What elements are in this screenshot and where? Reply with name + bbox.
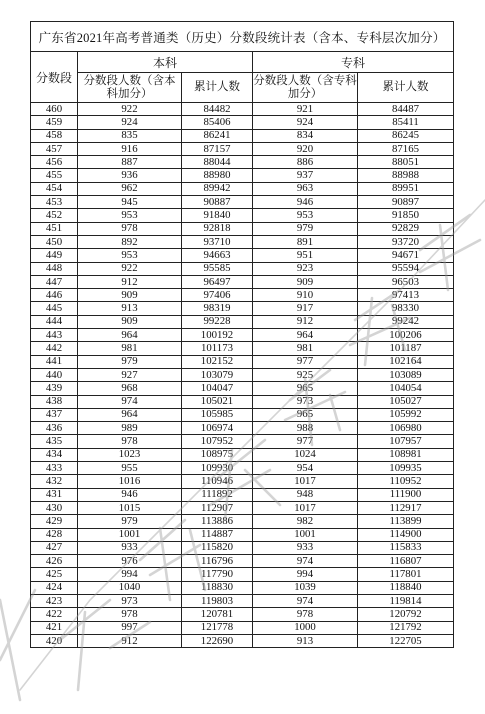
table-row	[31, 315, 454, 328]
benke-cumulative-cell: 92818	[182, 222, 253, 235]
zhuanke-cumulative-header: 累计人数	[358, 73, 454, 103]
score-cell: 425	[31, 568, 78, 581]
zhuanke-count-cell: 886	[253, 156, 358, 169]
table-row	[31, 116, 454, 129]
benke-cumulative-cell: 103079	[182, 368, 253, 381]
benke-group-header: 本科	[78, 52, 253, 73]
zhuanke-cumulative-cell: 91850	[358, 209, 454, 222]
zhuanke-count-cell: 978	[253, 608, 358, 621]
score-cell: 451	[31, 222, 78, 235]
score-cell: 423	[31, 594, 78, 607]
table-row	[31, 182, 454, 195]
zhuanke-cumulative-cell: 86245	[358, 129, 454, 142]
score-cell: 457	[31, 142, 78, 155]
table-row	[31, 196, 454, 209]
benke-cumulative-cell: 111892	[182, 488, 253, 501]
benke-cumulative-cell: 120781	[182, 608, 253, 621]
benke-cumulative-cell: 86241	[182, 129, 253, 142]
benke-count-cell: 922	[78, 262, 182, 275]
benke-count-cell: 913	[78, 302, 182, 315]
benke-cumulative-cell: 108975	[182, 448, 253, 461]
table-header	[31, 22, 454, 103]
benke-count-cell: 997	[78, 621, 182, 634]
zhuanke-cumulative-cell: 94671	[358, 249, 454, 262]
score-cell: 442	[31, 342, 78, 355]
zhuanke-cumulative-cell: 104054	[358, 382, 454, 395]
zhuanke-cumulative-cell: 90897	[358, 196, 454, 209]
benke-count-cell: 909	[78, 315, 182, 328]
zhuanke-cumulative-cell: 122705	[358, 634, 454, 647]
benke-count-cell: 953	[78, 209, 182, 222]
zhuanke-count-cell: 925	[253, 368, 358, 381]
table-title: 广东省2021年高考普通类（历史）分数段统计表（含本、专科层次加分）	[31, 22, 454, 52]
zhuanke-count-cell: 933	[253, 541, 358, 554]
zhuanke-count-cell: 974	[253, 594, 358, 607]
benke-cumulative-cell: 117790	[182, 568, 253, 581]
table-row	[31, 422, 454, 435]
zhuanke-count-cell: 988	[253, 422, 358, 435]
score-cell: 460	[31, 103, 78, 116]
benke-count-cell: 1040	[78, 581, 182, 594]
benke-cumulative-cell: 107952	[182, 435, 253, 448]
score-cell: 449	[31, 249, 78, 262]
benke-cumulative-cell: 85406	[182, 116, 253, 129]
score-cell: 433	[31, 462, 78, 475]
benke-count-cell: 981	[78, 342, 182, 355]
benke-cumulative-cell: 96497	[182, 275, 253, 288]
score-cell: 424	[31, 581, 78, 594]
benke-count-cell: 909	[78, 289, 182, 302]
benke-count-cell: 887	[78, 156, 182, 169]
table-row	[31, 368, 454, 381]
score-cell: 430	[31, 501, 78, 514]
zhuanke-cumulative-cell: 120792	[358, 608, 454, 621]
table-row	[31, 302, 454, 315]
benke-count-cell: 835	[78, 129, 182, 142]
benke-cumulative-cell: 88980	[182, 169, 253, 182]
zhuanke-cumulative-cell: 93720	[358, 235, 454, 248]
zhuanke-cumulative-cell: 97413	[358, 289, 454, 302]
table-row	[31, 289, 454, 302]
benke-cumulative-cell: 119803	[182, 594, 253, 607]
benke-count-cell: 955	[78, 462, 182, 475]
table-row	[31, 103, 454, 116]
zhuanke-group-header: 专科	[253, 52, 454, 73]
zhuanke-cumulative-cell: 110952	[358, 475, 454, 488]
score-cell: 431	[31, 488, 78, 501]
table-row	[31, 515, 454, 528]
benke-cumulative-cell: 122690	[182, 634, 253, 647]
score-cell: 456	[31, 156, 78, 169]
score-cell: 446	[31, 289, 78, 302]
benke-count-cell: 1016	[78, 475, 182, 488]
table-row	[31, 555, 454, 568]
zhuanke-count-cell: 994	[253, 568, 358, 581]
zhuanke-cumulative-cell: 113899	[358, 515, 454, 528]
table-row	[31, 249, 454, 262]
score-distribution-sheet	[30, 21, 453, 648]
benke-count-cell: 1015	[78, 501, 182, 514]
benke-cumulative-cell: 91840	[182, 209, 253, 222]
benke-cumulative-header: 累计人数	[182, 73, 253, 103]
zhuanke-cumulative-cell: 109935	[358, 462, 454, 475]
benke-cumulative-cell: 114887	[182, 528, 253, 541]
zhuanke-count-cell: 946	[253, 196, 358, 209]
score-cell: 429	[31, 515, 78, 528]
score-cell: 434	[31, 448, 78, 461]
benke-cumulative-cell: 102152	[182, 355, 253, 368]
benke-count-cell: 978	[78, 435, 182, 448]
score-cell: 454	[31, 182, 78, 195]
score-cell: 443	[31, 329, 78, 342]
table-row	[31, 528, 454, 541]
zhuanke-cumulative-cell: 89951	[358, 182, 454, 195]
table-row	[31, 594, 454, 607]
score-cell: 444	[31, 315, 78, 328]
zhuanke-count-cell: 1024	[253, 448, 358, 461]
benke-count-cell: 962	[78, 182, 182, 195]
zhuanke-count-cell: 834	[253, 129, 358, 142]
table-row	[31, 488, 454, 501]
table-row	[31, 462, 454, 475]
score-cell: 422	[31, 608, 78, 621]
table-row	[31, 329, 454, 342]
benke-cumulative-cell: 116796	[182, 555, 253, 568]
zhuanke-cumulative-cell: 88988	[358, 169, 454, 182]
table-row	[31, 501, 454, 514]
score-cell: 440	[31, 368, 78, 381]
table-row	[31, 581, 454, 594]
table-row	[31, 342, 454, 355]
zhuanke-count-cell: 937	[253, 169, 358, 182]
score-cell: 439	[31, 382, 78, 395]
table-row	[31, 608, 454, 621]
score-cell: 448	[31, 262, 78, 275]
zhuanke-count-cell: 964	[253, 329, 358, 342]
score-segment-header: 分数段	[31, 52, 78, 103]
benke-cumulative-cell: 97406	[182, 289, 253, 302]
benke-cumulative-cell: 87157	[182, 142, 253, 155]
zhuanke-count-cell: 917	[253, 302, 358, 315]
zhuanke-count-cell: 1017	[253, 501, 358, 514]
benke-cumulative-cell: 105021	[182, 395, 253, 408]
table-row	[31, 475, 454, 488]
zhuanke-cumulative-cell: 87165	[358, 142, 454, 155]
zhuanke-count-cell: 953	[253, 209, 358, 222]
score-cell: 428	[31, 528, 78, 541]
score-cell: 426	[31, 555, 78, 568]
zhuanke-count-cell: 963	[253, 182, 358, 195]
score-cell: 432	[31, 475, 78, 488]
zhuanke-count-cell: 982	[253, 515, 358, 528]
benke-cumulative-cell: 110946	[182, 475, 253, 488]
zhuanke-cumulative-cell: 116807	[358, 555, 454, 568]
benke-count-cell: 1001	[78, 528, 182, 541]
zhuanke-cumulative-cell: 121792	[358, 621, 454, 634]
table-row	[31, 129, 454, 142]
score-cell: 435	[31, 435, 78, 448]
zhuanke-cumulative-cell: 96503	[358, 275, 454, 288]
score-cell: 455	[31, 169, 78, 182]
benke-count-cell: 976	[78, 555, 182, 568]
benke-count-cell: 892	[78, 235, 182, 248]
zhuanke-count-cell: 981	[253, 342, 358, 355]
zhuanke-count-cell: 912	[253, 315, 358, 328]
benke-count-cell: 964	[78, 329, 182, 342]
zhuanke-count-cell: 921	[253, 103, 358, 116]
zhuanke-cumulative-cell: 92829	[358, 222, 454, 235]
table-row	[31, 568, 454, 581]
benke-count-cell: 927	[78, 368, 182, 381]
benke-count-cell: 968	[78, 382, 182, 395]
benke-cumulative-cell: 121778	[182, 621, 253, 634]
table-row	[31, 634, 454, 647]
benke-count-cell: 946	[78, 488, 182, 501]
benke-count-cell: 945	[78, 196, 182, 209]
zhuanke-count-cell: 920	[253, 142, 358, 155]
table-row	[31, 209, 454, 222]
zhuanke-count-header: 分数段人数（含专科加分）	[253, 73, 358, 103]
table-row	[31, 222, 454, 235]
zhuanke-count-cell: 979	[253, 222, 358, 235]
benke-cumulative-cell: 84482	[182, 103, 253, 116]
score-cell: 420	[31, 634, 78, 647]
zhuanke-count-cell: 1039	[253, 581, 358, 594]
benke-count-cell: 979	[78, 355, 182, 368]
benke-count-cell: 974	[78, 395, 182, 408]
benke-cumulative-cell: 104047	[182, 382, 253, 395]
score-cell: 452	[31, 209, 78, 222]
benke-cumulative-cell: 95585	[182, 262, 253, 275]
score-cell: 437	[31, 408, 78, 421]
zhuanke-count-cell: 910	[253, 289, 358, 302]
zhuanke-count-cell: 951	[253, 249, 358, 262]
table-row	[31, 156, 454, 169]
zhuanke-cumulative-cell: 85411	[358, 116, 454, 129]
zhuanke-cumulative-cell: 95594	[358, 262, 454, 275]
zhuanke-count-cell: 1017	[253, 475, 358, 488]
score-cell: 459	[31, 116, 78, 129]
zhuanke-count-cell: 977	[253, 355, 358, 368]
benke-cumulative-cell: 93710	[182, 235, 253, 248]
table-row	[31, 395, 454, 408]
benke-cumulative-cell: 109930	[182, 462, 253, 475]
zhuanke-count-cell: 1000	[253, 621, 358, 634]
zhuanke-count-cell: 965	[253, 382, 358, 395]
zhuanke-cumulative-cell: 105992	[358, 408, 454, 421]
zhuanke-cumulative-cell: 105027	[358, 395, 454, 408]
benke-count-cell: 922	[78, 103, 182, 116]
benke-count-cell: 916	[78, 142, 182, 155]
benke-count-cell: 994	[78, 568, 182, 581]
zhuanke-cumulative-cell: 103089	[358, 368, 454, 381]
zhuanke-cumulative-cell: 102164	[358, 355, 454, 368]
zhuanke-cumulative-cell: 108981	[358, 448, 454, 461]
benke-cumulative-cell: 106974	[182, 422, 253, 435]
benke-cumulative-cell: 98319	[182, 302, 253, 315]
score-cell: 458	[31, 129, 78, 142]
benke-cumulative-cell: 99228	[182, 315, 253, 328]
benke-count-cell: 936	[78, 169, 182, 182]
benke-count-cell: 924	[78, 116, 182, 129]
score-cell: 438	[31, 395, 78, 408]
zhuanke-cumulative-cell: 84487	[358, 103, 454, 116]
benke-cumulative-cell: 112907	[182, 501, 253, 514]
zhuanke-cumulative-cell: 111900	[358, 488, 454, 501]
zhuanke-cumulative-cell: 107957	[358, 435, 454, 448]
score-cell: 453	[31, 196, 78, 209]
zhuanke-count-cell: 965	[253, 408, 358, 421]
benke-cumulative-cell: 88044	[182, 156, 253, 169]
zhuanke-count-cell: 977	[253, 435, 358, 448]
benke-count-cell: 979	[78, 515, 182, 528]
zhuanke-cumulative-cell: 98330	[358, 302, 454, 315]
table-row	[31, 408, 454, 421]
score-cell: 445	[31, 302, 78, 315]
benke-count-cell: 978	[78, 608, 182, 621]
benke-cumulative-cell: 101173	[182, 342, 253, 355]
score-distribution-table	[30, 21, 454, 648]
table-row	[31, 169, 454, 182]
table-row	[31, 541, 454, 554]
score-cell: 447	[31, 275, 78, 288]
table-row	[31, 448, 454, 461]
zhuanke-count-cell: 973	[253, 395, 358, 408]
benke-count-cell: 989	[78, 422, 182, 435]
zhuanke-cumulative-cell: 101187	[358, 342, 454, 355]
score-cell: 436	[31, 422, 78, 435]
table-row	[31, 382, 454, 395]
zhuanke-cumulative-cell: 117801	[358, 568, 454, 581]
benke-cumulative-cell: 94663	[182, 249, 253, 262]
zhuanke-cumulative-cell: 119814	[358, 594, 454, 607]
benke-cumulative-cell: 89942	[182, 182, 253, 195]
benke-count-header: 分数段人数（含本科加分）	[78, 73, 182, 103]
zhuanke-cumulative-cell: 99242	[358, 315, 454, 328]
zhuanke-cumulative-cell: 88051	[358, 156, 454, 169]
zhuanke-count-cell: 913	[253, 634, 358, 647]
zhuanke-count-cell: 924	[253, 116, 358, 129]
benke-cumulative-cell: 118830	[182, 581, 253, 594]
zhuanke-count-cell: 948	[253, 488, 358, 501]
score-cell: 441	[31, 355, 78, 368]
zhuanke-cumulative-cell: 100206	[358, 329, 454, 342]
score-cell: 450	[31, 235, 78, 248]
table-row	[31, 275, 454, 288]
benke-cumulative-cell: 90887	[182, 196, 253, 209]
zhuanke-count-cell: 1001	[253, 528, 358, 541]
zhuanke-cumulative-cell: 115833	[358, 541, 454, 554]
table-row	[31, 435, 454, 448]
table-row	[31, 235, 454, 248]
benke-count-cell: 973	[78, 594, 182, 607]
table-body	[31, 103, 454, 648]
score-cell: 421	[31, 621, 78, 634]
benke-cumulative-cell: 115820	[182, 541, 253, 554]
zhuanke-cumulative-cell: 118840	[358, 581, 454, 594]
benke-count-cell: 953	[78, 249, 182, 262]
zhuanke-count-cell: 891	[253, 235, 358, 248]
benke-cumulative-cell: 105985	[182, 408, 253, 421]
benke-cumulative-cell: 113886	[182, 515, 253, 528]
benke-count-cell: 964	[78, 408, 182, 421]
zhuanke-count-cell: 954	[253, 462, 358, 475]
table-row	[31, 355, 454, 368]
score-cell: 427	[31, 541, 78, 554]
table-row	[31, 142, 454, 155]
benke-count-cell: 912	[78, 275, 182, 288]
benke-count-cell: 912	[78, 634, 182, 647]
zhuanke-count-cell: 974	[253, 555, 358, 568]
zhuanke-count-cell: 923	[253, 262, 358, 275]
zhuanke-cumulative-cell: 106980	[358, 422, 454, 435]
benke-cumulative-cell: 100192	[182, 329, 253, 342]
benke-count-cell: 933	[78, 541, 182, 554]
zhuanke-cumulative-cell: 112917	[358, 501, 454, 514]
table-row	[31, 621, 454, 634]
table-row	[31, 262, 454, 275]
benke-count-cell: 1023	[78, 448, 182, 461]
zhuanke-count-cell: 909	[253, 275, 358, 288]
zhuanke-cumulative-cell: 114900	[358, 528, 454, 541]
benke-count-cell: 978	[78, 222, 182, 235]
